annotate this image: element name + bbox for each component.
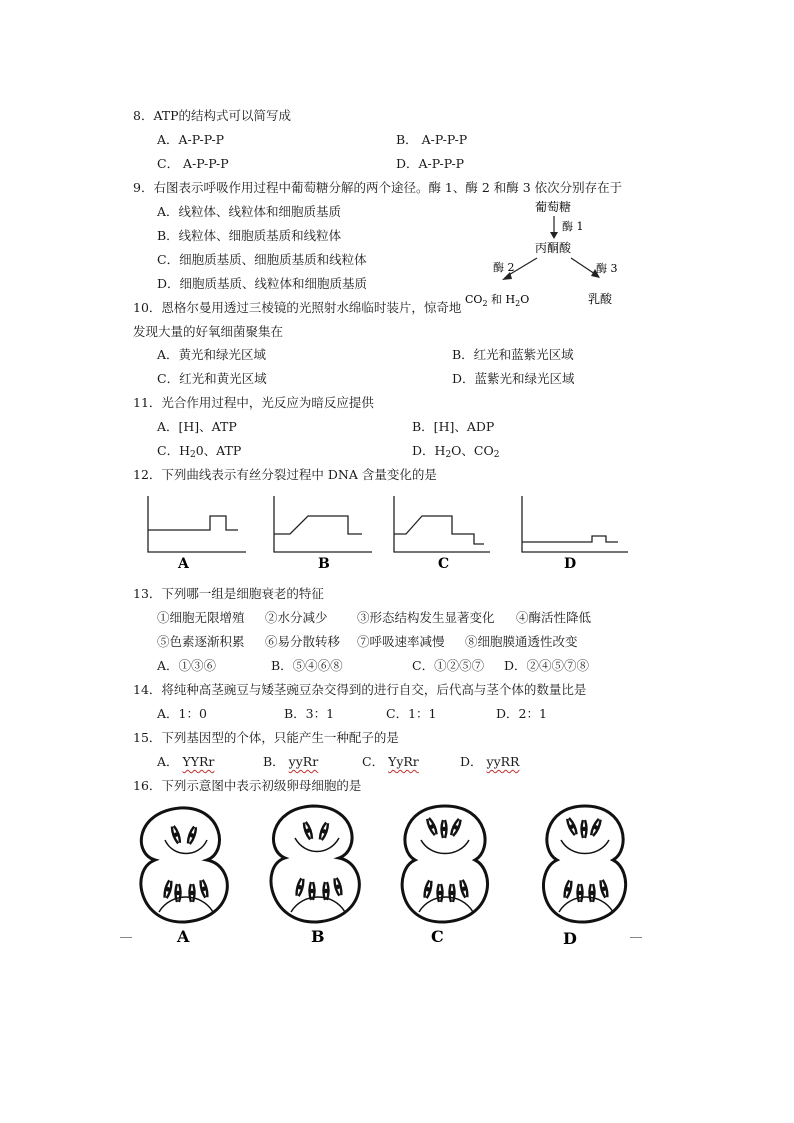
graph-b-label: B: [318, 556, 330, 572]
enzyme2-label: 酶 2: [493, 261, 515, 274]
graph-d[interactable]: [522, 496, 628, 572]
q13-option-b[interactable]: B．⑤④⑥⑧: [271, 658, 343, 673]
q8-stem: 8．ATP的结构式可以简写成: [133, 108, 292, 123]
products-label: $CO_2$ 和 $H_2O$: [465, 293, 530, 308]
cell-d-label: D: [563, 929, 577, 948]
q11-option-a[interactable]: A．[H]、ATP: [157, 419, 237, 434]
q13-option-c[interactable]: C．①②⑤⑦: [412, 658, 485, 673]
q13-feature-8: ⑧细胞膜通透性改变: [465, 634, 578, 649]
cell-c-label: C: [431, 927, 444, 946]
graph-d-label: D: [564, 556, 577, 572]
enzyme1-label: 酶 1: [562, 220, 584, 233]
q13-feature-7: ⑦呼吸速率减慢: [357, 634, 445, 649]
cell-c[interactable]: [402, 806, 487, 946]
q9-option-a[interactable]: A．线粒体、线粒体和细胞质基质: [157, 204, 342, 219]
q13-feature-1: ①细胞无限增殖: [157, 610, 245, 625]
cell-a[interactable]: [141, 808, 227, 946]
q13-option-a[interactable]: A．①③⑥: [157, 658, 217, 673]
glucose-label: 葡萄糖: [535, 200, 572, 214]
cell-b[interactable]: [271, 806, 359, 946]
q13-feature-4: ④酶活性降低: [516, 610, 592, 625]
graph-c[interactable]: [394, 496, 490, 572]
pyruvate-label: 丙酮酸: [535, 241, 572, 255]
cell-b-label: B: [311, 927, 325, 946]
q12-stem: 12．下列曲线表示有丝分裂过程中 DNA 含量变化的是: [133, 467, 437, 482]
graph-c-label: C: [438, 556, 450, 572]
graph-b[interactable]: [274, 496, 372, 572]
q8-option-c[interactable]: C． A-P-P-P: [157, 156, 229, 171]
graph-a[interactable]: [148, 496, 246, 572]
q8-option-b[interactable]: B． A-P-P-P: [396, 132, 468, 147]
q14-stem: 14．将纯种高茎豌豆与矮茎豌豆杂交得到的进行自交，后代高与茎个体的数量比是: [133, 682, 587, 697]
q13-feature-3: ③形态结构发生显著变化: [357, 610, 495, 625]
q8-option-a[interactable]: A．A-P-P-P: [157, 132, 225, 147]
q10-option-c[interactable]: C．红光和黄光区域: [157, 371, 267, 386]
enzyme3-label: 酶 3: [596, 262, 618, 275]
cell-a-label: A: [177, 927, 190, 946]
q10-stem-line1: 10．恩格尔曼用透过三棱镜的光照射水绵临时装片，惊奇地: [133, 300, 462, 315]
q14-option-b[interactable]: B．3：1: [284, 706, 335, 721]
q13-stem: 13．下列哪一组是细胞衰老的特征: [133, 586, 324, 601]
q16-stem: 16．下列示意图中表示初级卵母细胞的是: [133, 778, 362, 793]
dna-content-graphs: [140, 490, 640, 572]
q10-option-d[interactable]: D．蓝紫光和绿光区域: [452, 371, 575, 386]
q15-stem: 15．下列基因型的个体，只能产生一种配子的是: [133, 730, 399, 745]
q11-stem: 11．光合作用过程中，光反应为暗反应提供: [133, 395, 374, 410]
q14-option-d[interactable]: D．2：1: [496, 706, 547, 721]
crop-mark-left: [120, 937, 132, 938]
q13-feature-5: ⑤色素逐渐积累: [157, 634, 245, 649]
q8-option-d[interactable]: D．A-P-P-P: [396, 156, 465, 171]
q13-feature-6: ⑥易分散转移: [265, 634, 341, 649]
lactic-acid-label: 乳酸: [588, 292, 613, 306]
q14-option-c[interactable]: C．1：1: [386, 706, 437, 721]
q15-option-d[interactable]: D． yyRR: [460, 754, 520, 769]
q9-option-c[interactable]: C．细胞质基质、细胞质基质和线粒体: [157, 252, 367, 267]
q11-option-b[interactable]: B．[H]、ADP: [412, 419, 495, 434]
q13-feature-2: ②水分减少: [265, 610, 328, 625]
q11-option-d[interactable]: D．$H_2O$、$CO_2$: [412, 443, 500, 460]
q10-option-a[interactable]: A．黄光和绿光区域: [157, 347, 267, 362]
oocyte-diagrams: [125, 800, 655, 948]
q10-option-b[interactable]: B．红光和蓝紫光区域: [452, 347, 574, 362]
q15-option-a[interactable]: A． YYRr: [157, 754, 215, 769]
q9-option-b[interactable]: B．线粒体、细胞质基质和线粒体: [157, 228, 342, 243]
crop-mark-right: [630, 937, 642, 938]
respiration-pathway-diagram: [455, 196, 645, 308]
q14-option-a[interactable]: A．1：0: [157, 706, 207, 721]
q10-stem-line2: 发现大量的好氧细菌聚集在: [133, 324, 284, 339]
q13-option-d[interactable]: D．②④⑤⑦⑧: [504, 658, 590, 673]
q9-stem: 9．右图表示呼吸作用过程中葡萄糖分解的两个途径。酶 1、酶 2 和酶 3 依次分别存在于: [133, 180, 623, 195]
graph-a-label: A: [178, 556, 189, 572]
q9-option-d[interactable]: D．细胞质基质、线粒体和细胞质基质: [157, 276, 368, 291]
q15-option-c[interactable]: C． YyRr: [362, 754, 419, 769]
cell-d[interactable]: [544, 806, 626, 948]
q11-option-c[interactable]: C．$H_20$、ATP: [157, 443, 242, 460]
q15-option-b[interactable]: B． yyRr: [263, 754, 319, 769]
